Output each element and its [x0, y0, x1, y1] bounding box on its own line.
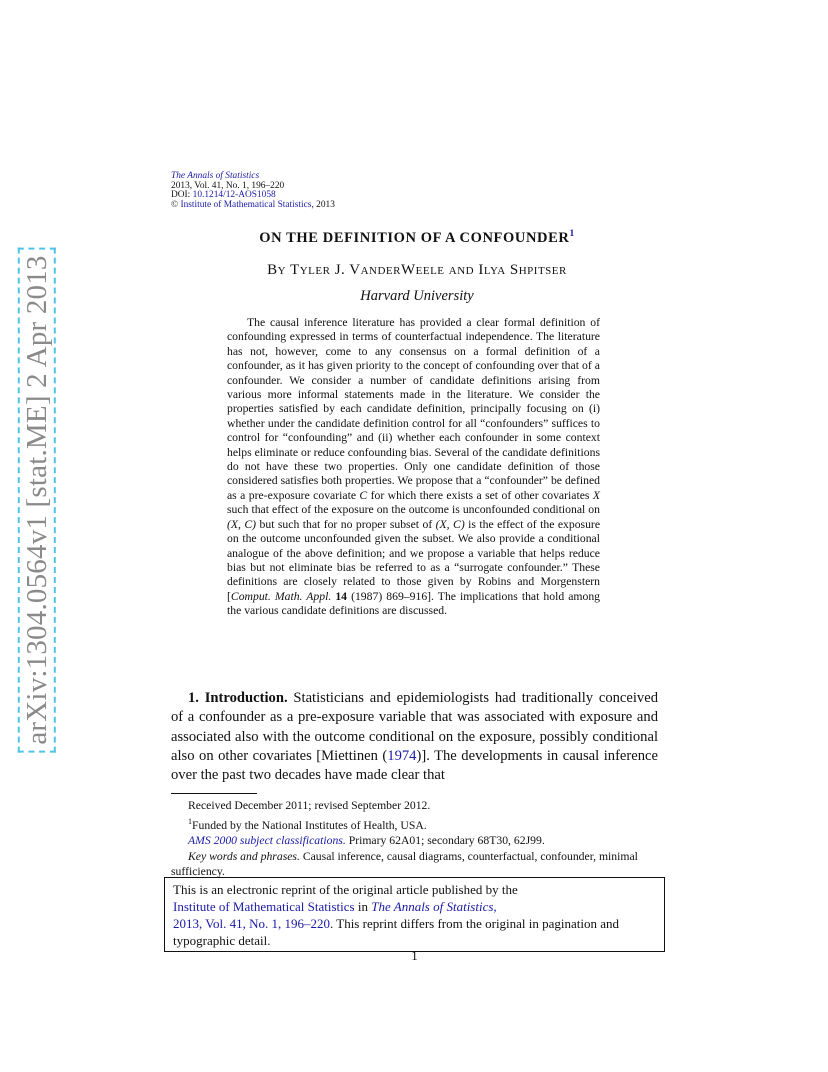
page-number: 1: [411, 948, 418, 963]
keywords: [171, 849, 658, 880]
abstract-text: The causal inference literature has provided a clear formal definition of confounding expressed in terms of counterfactual independence. The literature has not, however, come to any consensus on a formal definition of a confounder, as it has given priority to the concept of confounding over that of a confounder. We consider a number of candidate definitions arising from various more informal statements made in the literature. We consider the properties satisfied by each candidate definition, principally focusing on (i) whether under the candidate definition control for all “confounders” suffices to control for “confounding” and (ii) whether each confounder in some context helps eliminate or reduce confounding bias. Several of the candidate definitions do not have these two properties. Only one candidate definition of those considered satisfies both properties. We propose that a “confounder” be defined as a pre-exposure covariate: [227, 316, 600, 502]
section-heading: 1. Introduction.: [188, 690, 288, 706]
abstract-paragraph: [227, 316, 600, 619]
institute-link[interactable]: Institute of Mathematical Statistics: [173, 899, 355, 914]
abstract: [227, 316, 600, 619]
intro-text: )]. The developments in causal inference over the past two decades have made clear that: [171, 747, 658, 784]
intro-paragraph: [171, 689, 658, 785]
authors: By Tyler J. VanderWeele and Ilya Shpitser: [267, 262, 567, 278]
keywords-label: Key words and phrases.: [188, 849, 300, 863]
variable-pair: (X, C): [227, 517, 257, 531]
received-note: Received December 2011; revised September 2012.: [188, 799, 431, 812]
citation-link[interactable]: 1974: [387, 747, 417, 764]
title-footnote-mark[interactable]: 1: [569, 229, 575, 239]
doi-link[interactable]: 10.1214/12-AOS1058: [192, 190, 276, 201]
funding-note: [171, 814, 658, 833]
funding-text: Funded by the National Institutes of Health, USA.: [192, 818, 427, 832]
abstract-text: for which there exists a set of other covariates: [367, 488, 593, 502]
introduction: [171, 689, 658, 785]
intro-text: Statisticians and epidemiologists had traditionally conceived of a confounder as a pre-exposure variable that was associated with exposure and associated also with the outcome conditional on the exposure, possibly conditional also on other covariates [Miettinen (: [171, 690, 659, 764]
paper-title: [171, 229, 663, 247]
arxiv-identifier: arXiv:1304.0564v1 [stat.ME] 2 Apr 2013: [18, 247, 56, 752]
ams-text: Primary 62A01; secondary 68T30, 62J99.: [345, 834, 545, 848]
ams-classification: [171, 833, 658, 849]
publisher-link[interactable]: Institute of Mathematical Statistics: [180, 199, 312, 210]
cited-volume: 14: [331, 589, 348, 603]
reprint-notice: [164, 877, 665, 952]
abstract-text: is the effect of the exposure on the outcome unconfounded given the subset. We also provide a conditional analogue of the above definition; and we propose a variable that helps reduce bias but not eliminate bias be referred to as a “surrogate confounder.” These definitions are closely related to those given by Robins and Morgenstern [: [227, 517, 601, 603]
variable-pair: (X, C): [435, 517, 465, 531]
variable-x: X: [592, 488, 600, 502]
copyright-year: , 2013: [311, 199, 335, 210]
journal-link[interactable]: The Annals of Statistics: [371, 899, 494, 914]
abstract-text: such that effect of the exposure on the outcome is unconfounded conditional on: [227, 503, 600, 517]
arxiv-stamp: [0, 0, 70, 1072]
copyright-symbol: ©: [171, 199, 179, 210]
reprint-text: ,: [493, 899, 497, 914]
paper-title-text: ON THE DEFINITION OF A CONFOUNDER: [259, 229, 570, 246]
keywords-text: Causal inference, causal diagrams, counterfactual, confounder, minimal sufficiency.: [171, 849, 638, 879]
citation-link[interactable]: 2013, Vol. 41, No. 1, 196–220: [173, 916, 330, 931]
doi-label: DOI:: [171, 190, 193, 201]
cited-journal: Comput. Math. Appl.: [230, 589, 332, 603]
variable-c: C: [359, 488, 368, 502]
affiliation: Harvard University: [360, 288, 474, 304]
reprint-text: in: [354, 899, 372, 914]
abstract-text: (1987) 869–916]. The implications that hold among the various candidate definitions are discussed.: [227, 589, 601, 618]
funding-mark: 1: [188, 816, 192, 826]
footnote-rule: [171, 793, 257, 794]
footnotes: [171, 798, 658, 880]
ams-link[interactable]: AMS 2000 subject classifications.: [188, 834, 346, 848]
journal-header: [171, 172, 335, 210]
journal-volume: 2013, Vol. 41, No. 1, 196–220: [171, 180, 285, 191]
abstract-text: but such that for no proper subset of: [256, 517, 436, 531]
journal-name-link[interactable]: The Annals of Statistics: [171, 171, 260, 181]
reprint-text: . This reprint differs from the original in pagination and typographic detail.: [173, 916, 620, 948]
reprint-text: This is an electronic reprint of the original article published by the: [173, 882, 518, 897]
